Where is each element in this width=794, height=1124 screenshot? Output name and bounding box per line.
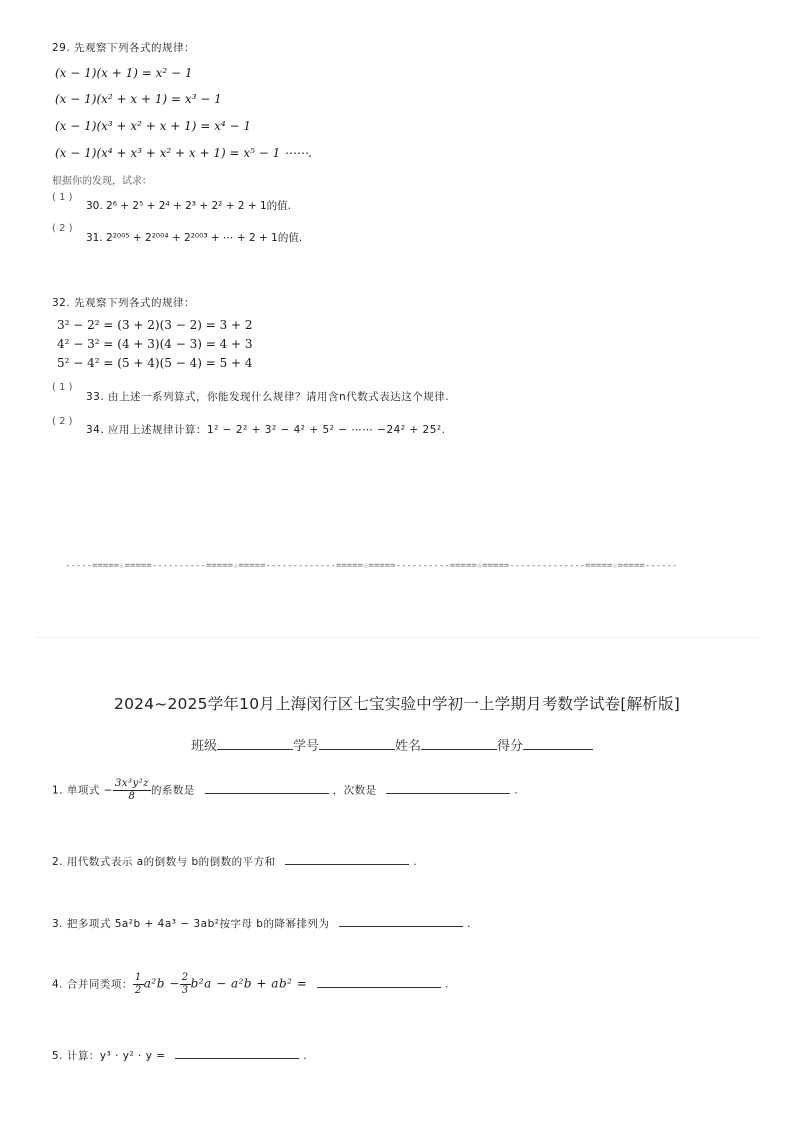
q29-line-1: (x − 1)(x + 1) = x² − 1 [55,66,193,80]
q5-text: 5. 计算：y³ · y² · y = [52,1050,166,1062]
section-separator: -----=====☆=====----------=====☆=====-------------=====☆=====----------=====☆=====--------------=====☆=====------ [65,561,678,571]
q1-fraction-numerator: 3x³y²z [115,778,149,789]
question-1 [52,778,518,803]
q1-end: . [514,784,519,797]
q4-mid-2: b²a − a²b + ab² = [190,976,308,991]
q33-text: 33. 由上述一系列算式，你能发现什么规律？请用含n代数式表达这个规律. [86,391,450,403]
q2-end: . [413,856,418,868]
q31-part-label: ( 2 ) [52,223,73,234]
field-name-label: 姓名 [395,739,422,754]
page-divider [36,637,758,638]
q4-fraction-1-denominator: 2 [134,985,142,996]
field-id-label: 学号 [293,739,320,754]
q31-text: 31. 2²⁰⁰⁵ + 2²⁰⁰⁴ + 2²⁰⁰³ + ⋯ + 2 + 1的值. [86,232,303,244]
q32-line-2: 4² − 3² = (4 + 3)(4 − 3) = 4 + 3 [57,337,253,351]
field-id-blank[interactable] [319,737,395,750]
q32-line-1: 3² − 2² = (3 + 2)(3 − 2) = 3 + 2 [57,318,253,332]
q34-text: 34. 应用上述规律计算：1² − 2² + 3² − 4² + 5² − ⋯⋯ −24² + 25². [86,424,446,436]
question-3 [52,914,471,931]
q4-fraction-2-denominator: 3 [181,985,189,996]
q4-fraction-1-numerator: 1 [134,972,142,983]
student-info-fields [191,735,593,754]
q29-prompt: 根据你的发现，试求： [52,176,152,187]
q1-mid2: ，次数是 [332,784,377,797]
q4-fraction-1 [133,972,144,997]
field-score-blank[interactable] [523,737,593,750]
q2-text: 2. 用代数式表示 a的倒数与 b的倒数的平方和 [52,856,276,868]
exam-title: 2024~2025学年10月上海闵行区七宝实验中学初一上学期月考数学试卷[解析版] [114,695,680,713]
q29-header: 29. 先观察下列各式的规律： [52,42,196,54]
q1-fraction [113,778,151,803]
q4-answer-blank[interactable] [317,975,441,988]
q33-part-label: ( 1 ) [52,382,73,393]
q5-answer-blank[interactable] [175,1046,299,1059]
question-5 [52,1046,307,1063]
field-class-label: 班级 [191,739,218,754]
q32-line-3: 5² − 4² = (5 + 4)(5 − 4) = 5 + 4 [57,356,253,370]
q30-text: 30. 2⁶ + 2⁵ + 2⁴ + 2³ + 2² + 2 + 1的值. [86,200,292,212]
question-2 [52,852,417,869]
q4-end: . [445,978,449,991]
q32-header: 32. 先观察下列各式的规律： [52,297,196,309]
q29-line-3: (x − 1)(x³ + x² + x + 1) = x⁴ − 1 [55,119,252,133]
q3-end: . [467,918,471,930]
q1-answer-blank-2[interactable] [386,781,510,794]
q29-line-2: (x − 1)(x² + x + 1) = x³ − 1 [55,92,222,106]
q4-fraction-2-numerator: 2 [181,972,189,983]
q29-line-4: (x − 1)(x⁴ + x³ + x² + x + 1) = x⁵ − 1 ⋯⋯. [55,146,312,160]
q2-answer-blank[interactable] [285,852,409,865]
q3-text: 3. 把多项式 5a²b + 4a³ − 3ab²按字母 b的降幂排列为 [52,918,330,930]
q30-part-label: ( 1 ) [52,192,73,203]
field-class-blank[interactable] [217,737,293,750]
q1-answer-blank-1[interactable] [205,781,329,794]
q4-mid-1: a²b − [143,976,180,991]
q3-answer-blank[interactable] [339,914,463,927]
q1-mid: 的系数是 [150,784,195,797]
q1-prefix: 1. 单项式 − [52,784,113,797]
q4-prefix: 4. 合并同类项： [52,978,133,991]
q4-fraction-2 [180,972,191,997]
field-name-blank[interactable] [421,737,497,750]
q1-fraction-denominator: 8 [128,791,136,802]
q5-end: . [303,1050,308,1062]
question-4 [52,972,449,997]
q34-part-label: ( 2 ) [52,416,73,427]
field-score-label: 得分 [497,739,524,754]
